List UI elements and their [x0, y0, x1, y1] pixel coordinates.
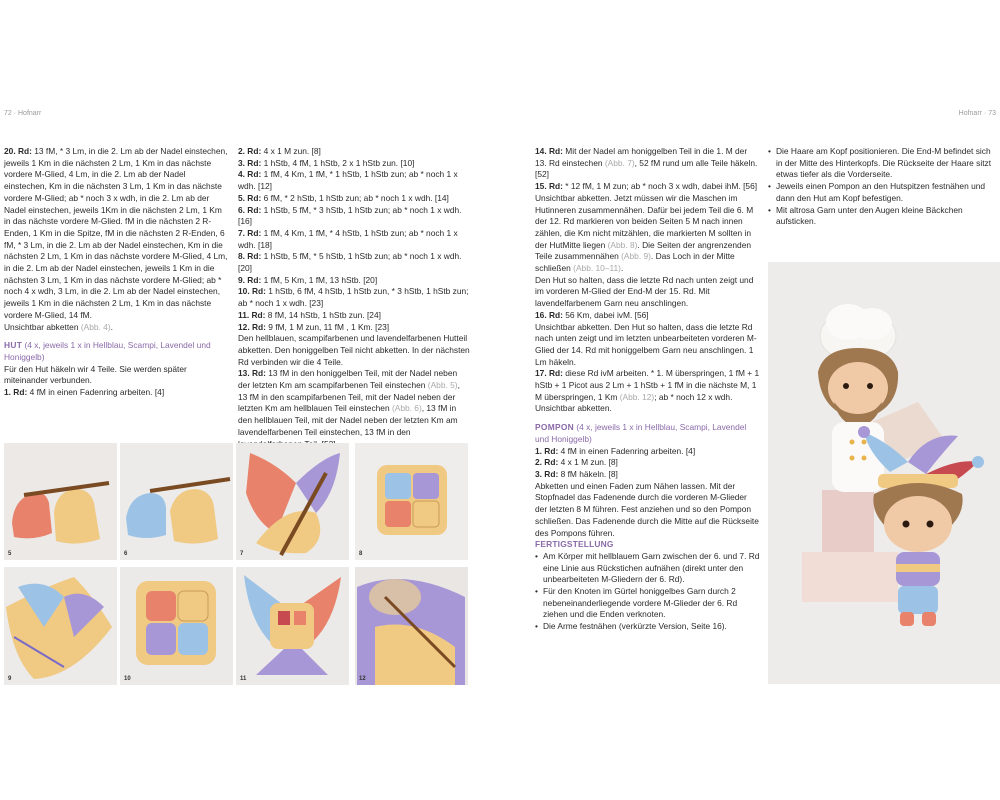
round-row: 2. Rd: 4 x 1 M zun. [8] [238, 146, 321, 156]
amigurumi-photo [768, 262, 1000, 684]
photo-label-5: 5 [8, 551, 12, 557]
finishing-list [535, 551, 761, 633]
photo-label-12: 12 [359, 676, 366, 682]
round-13: 13. Rd: 13 fM in den honiggelben Teil, mit der Nadel neben der letzten Km am scampifarbenen Teil einstechen (Abb. 5), 13 fM in den scampifarbenen Teil, mit der Nadel neben der letzten Km am hellblauen Teil einstechen (Abb. 6), 13 fM in den hellblauen Teil, mit der Nadel neben der letzten Km am lavendelfarbenen Teil einstechen, 13 fM in den [238, 368, 460, 437]
photo-step-8 [355, 443, 468, 560]
photo-step-6 [120, 443, 233, 560]
section-heading-hut: HUT (4 x, jeweils 1 x in Hellblau, Scampi, Lavendel und Honiggelb) [4, 340, 211, 362]
round-row: 4. Rd: 1 fM, 4 Km, 1 fM, * 1 hStb, 1 hStb zun; ab * noch 1 x wdh. [12] [238, 169, 458, 192]
instructions-column-2 [238, 146, 470, 450]
photo-step-11 [236, 567, 349, 685]
round-row: 3. Rd: 1 hStb, 4 fM, 1 hStb, 2 x 1 hStb zun. [10] [238, 157, 415, 168]
finishing-list-continued [768, 146, 994, 228]
round-row: 8. Rd: 1 hStb, 5 fM, * 5 hStb, 1 hStb zun; ab * noch 1 x wdh. [20] [238, 251, 462, 274]
para-rejoin-yellow: Unsichtbar abketten. Den Hut so halten, dass die letzte Rd nach unten zeigt und im letzten unbearbeiteten vorderen M-Glied der 14. Rd mit honiggelbem Garn neu anschlingen. 1 Lm häkeln. [535, 321, 757, 367]
round-20: 20. Rd: 13 fM, * 3 Lm, in die 2. Lm ab der Nadel einstechen, jeweils 1 Km in die nächsten 2 Lm, 1 Km in das nächste vordere M-Glied, 4 Lm, in die 2. Lm ab der Nadel einstechen, Km in die nächsten 3 Lm, 1 Km in das nächste vordere M-Glied; ab * noch 3 x wdh, in die 2. Lm ab der Nadel einstechen, jeweils 1Km in die nächsten 2 Lm, 1 Km in das nächste vordere M-Glied. fM in die nächsten 2 R-Enden, 1 Km in die Spitze, fM in die nächsten 2 R-Enden, 6 fM, * 3 Lm, in die 2. Lm ab der Nadel einstechen, Km in die nächsten 2 Lm, 1 Km in das nächste vordere M-Glied, 4 Lm, in die 2. Lm ab der Nadel einstechen, jeweils 1 Km in die nächsten 3 Lm, 1 Km in das nächste vordere M-Glied; ab * noch 4 x wdh, 3 Lm, in die 2. Lm ab der Nadel einstechen, jeweils 1 Km in die nächsten 2 Lm, 1 Km in das nächste vordere M-Glied, 14 fM. [4, 146, 228, 320]
instructions-column-3 [535, 146, 761, 633]
round-row: 10. Rd: 1 hStb, 6 fM, 4 hStb, 1 hStb zun, * 3 hStb, 1 hStb zun; ab * noch 1 x wdh. [23] [238, 286, 469, 309]
round-1: 1. Rd: 4 fM in einen Fadenring arbeiten. [4] [4, 387, 165, 398]
instructions-column-1 [4, 146, 228, 399]
list-item: • Mit altrosa Garn unter den Augen kleine Bäckchen aufsticken. [768, 205, 994, 228]
hut-intro: Für den Hut häkeln wir 4 Teile. Sie werden später miteinander verbunden. [4, 363, 187, 386]
photo-label-10: 10 [124, 676, 131, 682]
round-row: 11. Rd: 8 fM, 14 hStb, 1 hStb zun. [24] [238, 309, 381, 320]
photo-label-6: 6 [124, 551, 128, 557]
photo-step-5 [4, 443, 117, 560]
photo-label-7: 7 [240, 551, 244, 557]
page-folio-right: Hofnarr · 73 [958, 110, 996, 117]
round-row: 6. Rd: 1 hStb, 5 fM, * 3 hStb, 1 hStb zun; ab * noch 1 x wdh. [16] [238, 204, 462, 227]
round-row: 12. Rd: 9 fM, 1 M zun, 11 fM , 1 Km. [23] [238, 321, 390, 332]
section-heading-fertigstellung: FERTIGSTELLUNG [535, 539, 614, 550]
list-item: • Für den Knoten im Gürtel honiggelbes Garn durch 2 nebeneinanderliegende vordere M-Glieder der 6. Rd ziehen und die Enden verknoten. [535, 586, 761, 621]
round-17: 17. Rd: diese Rd ivM arbeiten. * 1. M überspringen, 1 fM + 1 hStb + 1 Picot aus 2 Lm + 1 hStb + 1 fM in die nächste M, 1 M überspringen, 1 Km (Abb. 12); ab * noch 12 x wdh. [535, 368, 760, 402]
round-row: 9. Rd: 1 fM, 5 Km, 1 fM, 13 hStb. [20] [238, 274, 378, 285]
pompon-round-1: 1. Rd: 4 fM in einen Fadenring arbeiten. [4] [535, 445, 696, 456]
photo-step-9 [4, 567, 117, 685]
list-item: • Die Arme festnähen (verkürzte Version, Seite 16). [535, 621, 761, 633]
round-14: 14. Rd: Mit der Nadel am honiggelben Teil in die 1. M der 13. Rd einstechen (Abb. 7), 52 fM rund um alle Teile häkeln. [52] [535, 146, 758, 180]
pompon-finish: Abketten und einen Faden zum Nähen lassen. Mit der Stopfnadel das Fadenende durch die vorderen M-Glieder der letzten 8 M führen. Fest anziehen und so den Pompon schließen. Das Fadenende durch die Mitte auf die Rückseite des Pompons führen. [535, 480, 759, 538]
round-row: 5. Rd: 6 fM, * 2 hStb, 1 hStb zun; ab * noch 1 x wdh. [14] [238, 192, 449, 203]
bind-off-final: Unsichtbar abketten. [535, 403, 612, 414]
page-folio-left: 72 · Hofnarr [4, 110, 42, 117]
instructions-column-4 [768, 146, 994, 228]
right-page [500, 0, 1000, 800]
photo-label-9: 9 [8, 676, 12, 682]
pompon-round-3: 3. Rd: 8 fM häkeln. [8] [535, 468, 618, 479]
para-sew-inside: Unsichtbar abketten. Jetzt müssen wir die Maschen im Hutinneren zusammennähen. Dafür bei jedem Teil die 6. M der 12. Rd markieren von beiden Seiten 5 M nach innen zählen, die Km nicht mitzählen, die markierten M sollten in der HutMitte liegen (Abb. 8). Die Seiten der angrenzenden Teile zusammennähen (Abb. 9). Das Loch in der Mitte schließen (Abb. 10–11). [535, 192, 754, 274]
pompon-round-2: 2. Rd: 4 x 1 M zun. [8] [535, 457, 618, 468]
list-item: • Die Haare am Kopf positionieren. Die End-M befindet sich in der Mitte des Hinterkopfs. Die Rückseite der Haare sitzt etwas tiefer als die Vorderseite. [768, 146, 994, 181]
round-row: 7. Rd: 1 fM, 4 Km, 1 fM, * 4 hStb, 1 hStb zun; ab * noch 1 x wdh. [18] [238, 227, 458, 250]
photo-step-12 [355, 567, 468, 685]
para-bind-off-parts: Den hellblauen, scampifarbenen und lavendelfarbenen Hutteil abketten. Den honiggelben Teil nicht abketten. In der nächsten Rd verbinden wir die 4 Teile. [238, 333, 470, 367]
round-15: 15. Rd: * 12 fM, 1 M zun; ab * noch 3 x wdh, dabei ihM. [56] [535, 181, 758, 192]
section-heading-pompon: POMPON (4 x, jeweils 1 x in Hellblau, Scampi, Lavendel und Honiggelb) [535, 422, 747, 444]
photo-label-8: 8 [359, 551, 363, 557]
bind-off-note: Unsichtbar abketten (Abb. 4). [4, 321, 113, 332]
photo-step-7 [236, 443, 349, 560]
round-16: 16. Rd: 56 Km, dabei ivM. [56] [535, 309, 649, 320]
list-item: • Jeweils einen Pompon an den Hutspitzen festnähen und dann den Hut am Kopf befestigen. [768, 181, 994, 204]
photo-step-10 [120, 567, 233, 685]
para-rejoin-lavender: Den Hut so halten, dass die letzte Rd nach unten zeigt und im vorderen M-Glied der End-M der 15. Rd. Mit lavendelfarbenem Garn neu anschlingen. [535, 274, 754, 309]
photo-label-11: 11 [240, 676, 247, 682]
list-item: • Am Körper mit hellblauem Garn zwischen der 6. und 7. Rd eine Linie aus Rückstichen aufnähen (direkt unter den unbearbeiteten M-Gliedern der 6. Rd). [535, 551, 761, 586]
